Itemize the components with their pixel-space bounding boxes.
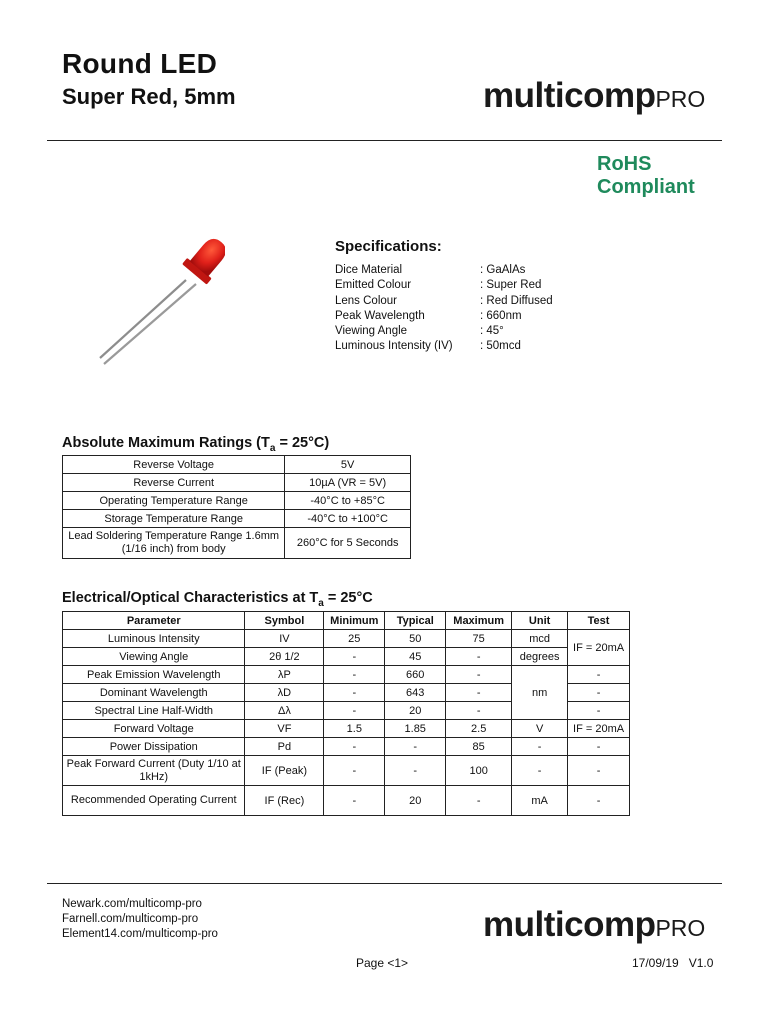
- table-cell: 50: [385, 630, 446, 648]
- table-row: [63, 738, 630, 756]
- table-cell: Operating Temperature Range: [63, 492, 285, 510]
- spec-value: : 50mcd: [480, 340, 521, 353]
- table-cell: Lead Soldering Temperature Range 1.6mm (1/16 inch) from body: [63, 528, 285, 559]
- table-cell: IF (Rec): [245, 786, 324, 816]
- table-cell: -: [324, 786, 385, 816]
- spec-key: Lens Colour: [335, 294, 398, 307]
- spec-key: Emitted Colour: [335, 279, 412, 292]
- table-cell: λP: [245, 666, 324, 684]
- table-cell: 45: [385, 648, 446, 666]
- spec-value: : Super Red: [480, 279, 542, 292]
- table-cell: Storage Temperature Range: [63, 510, 285, 528]
- table-cell: 75: [446, 630, 512, 648]
- table-cell: 20: [385, 786, 446, 816]
- table-header-row: [63, 612, 630, 630]
- table-cell: -: [568, 756, 630, 786]
- page-title: Round LED: [62, 48, 218, 79]
- table-cell: Reverse Voltage: [63, 456, 285, 474]
- page-number: Page <1>: [356, 956, 409, 970]
- table-cell: Recommended Operating Current: [63, 786, 245, 816]
- spec-key: Luminous Intensity (IV): [335, 340, 453, 353]
- table-cell: -: [324, 684, 385, 702]
- table-row: [63, 456, 411, 474]
- spec-row: [335, 324, 553, 339]
- table-cell: IF = 20mA: [568, 720, 630, 738]
- abs-max-heading-text: Absolute Maximum Ratings (T: [62, 435, 270, 451]
- specifications-list: [335, 263, 553, 355]
- table-row: [63, 528, 411, 559]
- elec-table: [62, 611, 630, 816]
- logo-text: multicomp: [483, 76, 656, 115]
- table-cell: mA: [512, 786, 568, 816]
- table-row: [63, 756, 630, 786]
- table-cell: Δλ: [245, 702, 324, 720]
- table-cell: -: [512, 756, 568, 786]
- table-cell: -: [324, 666, 385, 684]
- table-cell: -: [568, 666, 630, 684]
- table-row: [63, 666, 630, 684]
- abs-max-table: [62, 455, 411, 559]
- table-cell: 660: [385, 666, 446, 684]
- table-cell: -: [446, 648, 512, 666]
- table-cell: 25: [324, 630, 385, 648]
- table-row: [63, 648, 630, 666]
- table-cell: -: [324, 756, 385, 786]
- spec-key: Viewing Angle: [335, 325, 408, 338]
- column-header: Test: [568, 612, 630, 630]
- led-image: [90, 228, 225, 366]
- table-cell: nm: [512, 666, 568, 720]
- column-header: Maximum: [446, 612, 512, 630]
- spec-value: : GaAlAs: [480, 264, 526, 276]
- table-cell: IF = 20mA: [568, 630, 630, 666]
- footer-link-newark[interactable]: Newark.com/multicomp-pro: [62, 898, 202, 910]
- table-cell: -40°C to +100°C: [285, 510, 411, 528]
- table-cell: Spectral Line Half-Width: [63, 702, 245, 720]
- table-cell: 100: [446, 756, 512, 786]
- spec-row: [335, 309, 553, 324]
- spec-key: Peak Wavelength: [335, 309, 425, 322]
- elec-heading-sub: a: [318, 597, 324, 609]
- column-header: Unit: [512, 612, 568, 630]
- footer-divider: [47, 883, 722, 884]
- table-cell: 1.85: [385, 720, 446, 738]
- table-cell: 2.5: [446, 720, 512, 738]
- table-cell: V: [512, 720, 568, 738]
- spec-value: : 45°: [480, 325, 504, 338]
- table-cell: IF (Peak): [245, 756, 324, 786]
- spec-key: Dice Material: [335, 264, 403, 276]
- table-cell: 85: [446, 738, 512, 756]
- abs-max-heading-end: = 25°C): [275, 435, 330, 451]
- table-row: [63, 720, 630, 738]
- spec-row: [335, 294, 553, 309]
- column-header: Symbol: [245, 612, 324, 630]
- table-row: [63, 474, 411, 492]
- table-cell: Dominant Wavelength: [63, 684, 245, 702]
- table-cell: -: [568, 738, 630, 756]
- table-cell: VF: [245, 720, 324, 738]
- footer-link-element14[interactable]: Element14.com/multicomp-pro: [62, 928, 218, 940]
- spec-value: : 660nm: [480, 309, 522, 322]
- table-cell: -: [568, 684, 630, 702]
- table-cell: -: [568, 786, 630, 816]
- table-row: [63, 786, 630, 816]
- table-cell: mcd: [512, 630, 568, 648]
- footer-links: [62, 897, 218, 942]
- table-cell: degrees: [512, 648, 568, 666]
- spec-row: [335, 278, 553, 293]
- footer-logo-text: multicomp: [483, 905, 656, 944]
- table-cell: Forward Voltage: [63, 720, 245, 738]
- table-cell: Peak Forward Current (Duty 1/10 at 1kHz): [63, 756, 245, 786]
- brand-logo: [483, 76, 705, 119]
- table-cell: -: [568, 702, 630, 720]
- table-cell: Power Dissipation: [63, 738, 245, 756]
- column-header: Parameter: [63, 612, 245, 630]
- elec-heading-end: = 25°C: [323, 590, 373, 606]
- column-header: Minimum: [324, 612, 385, 630]
- table-cell: Pd: [245, 738, 324, 756]
- table-cell: 1.5: [324, 720, 385, 738]
- spec-value: : Red Diffused: [480, 294, 553, 307]
- rohs-badge: [597, 153, 695, 199]
- elec-heading-text: Electrical/Optical Characteristics at T: [62, 590, 319, 606]
- table-cell: -: [446, 666, 512, 684]
- table-cell: Peak Emission Wavelength: [63, 666, 245, 684]
- table-cell: Luminous Intensity: [63, 630, 245, 648]
- table-cell: -: [324, 702, 385, 720]
- date-version: 17/09/19 V1.0: [632, 956, 714, 970]
- table-cell: -: [512, 738, 568, 756]
- table-cell: IV: [245, 630, 324, 648]
- table-row: [63, 630, 630, 648]
- table-cell: Viewing Angle: [63, 648, 245, 666]
- rohs-line-2: Compliant: [597, 176, 695, 198]
- footer-brand-logo: [483, 905, 705, 948]
- spec-row: [335, 339, 553, 354]
- footer-link-farnell[interactable]: Farnell.com/multicomp-pro: [62, 913, 199, 925]
- table-row: [63, 492, 411, 510]
- table-cell: -: [324, 738, 385, 756]
- abs-max-heading-sub: a: [269, 442, 276, 454]
- table-cell: 643: [385, 684, 446, 702]
- column-header: Typical: [385, 612, 446, 630]
- spec-row: [335, 263, 553, 278]
- table-cell: λD: [245, 684, 324, 702]
- rohs-line-1: RoHS: [597, 153, 652, 175]
- page-subtitle: Super Red, 5mm: [62, 84, 236, 109]
- footer-logo-pro-text: PRO: [655, 915, 706, 941]
- table-cell: -: [446, 684, 512, 702]
- table-cell: Reverse Current: [63, 474, 285, 492]
- header-divider: [47, 140, 722, 141]
- abs-max-heading: [62, 435, 329, 454]
- specifications-heading: Specifications:: [335, 238, 442, 255]
- table-cell: 20: [385, 702, 446, 720]
- elec-heading: [62, 590, 373, 609]
- table-cell: 260°C for 5 Seconds: [285, 528, 411, 559]
- table-cell: -: [324, 648, 385, 666]
- table-cell: 10µA (VR = 5V): [285, 474, 411, 492]
- table-cell: -: [385, 756, 446, 786]
- table-cell: -: [446, 786, 512, 816]
- table-cell: 2θ 1/2: [245, 648, 324, 666]
- logo-pro-text: PRO: [655, 86, 706, 112]
- table-cell: 5V: [285, 456, 411, 474]
- table-cell: -: [385, 738, 446, 756]
- table-cell: -40°C to +85°C: [285, 492, 411, 510]
- table-cell: -: [446, 702, 512, 720]
- table-row: [63, 510, 411, 528]
